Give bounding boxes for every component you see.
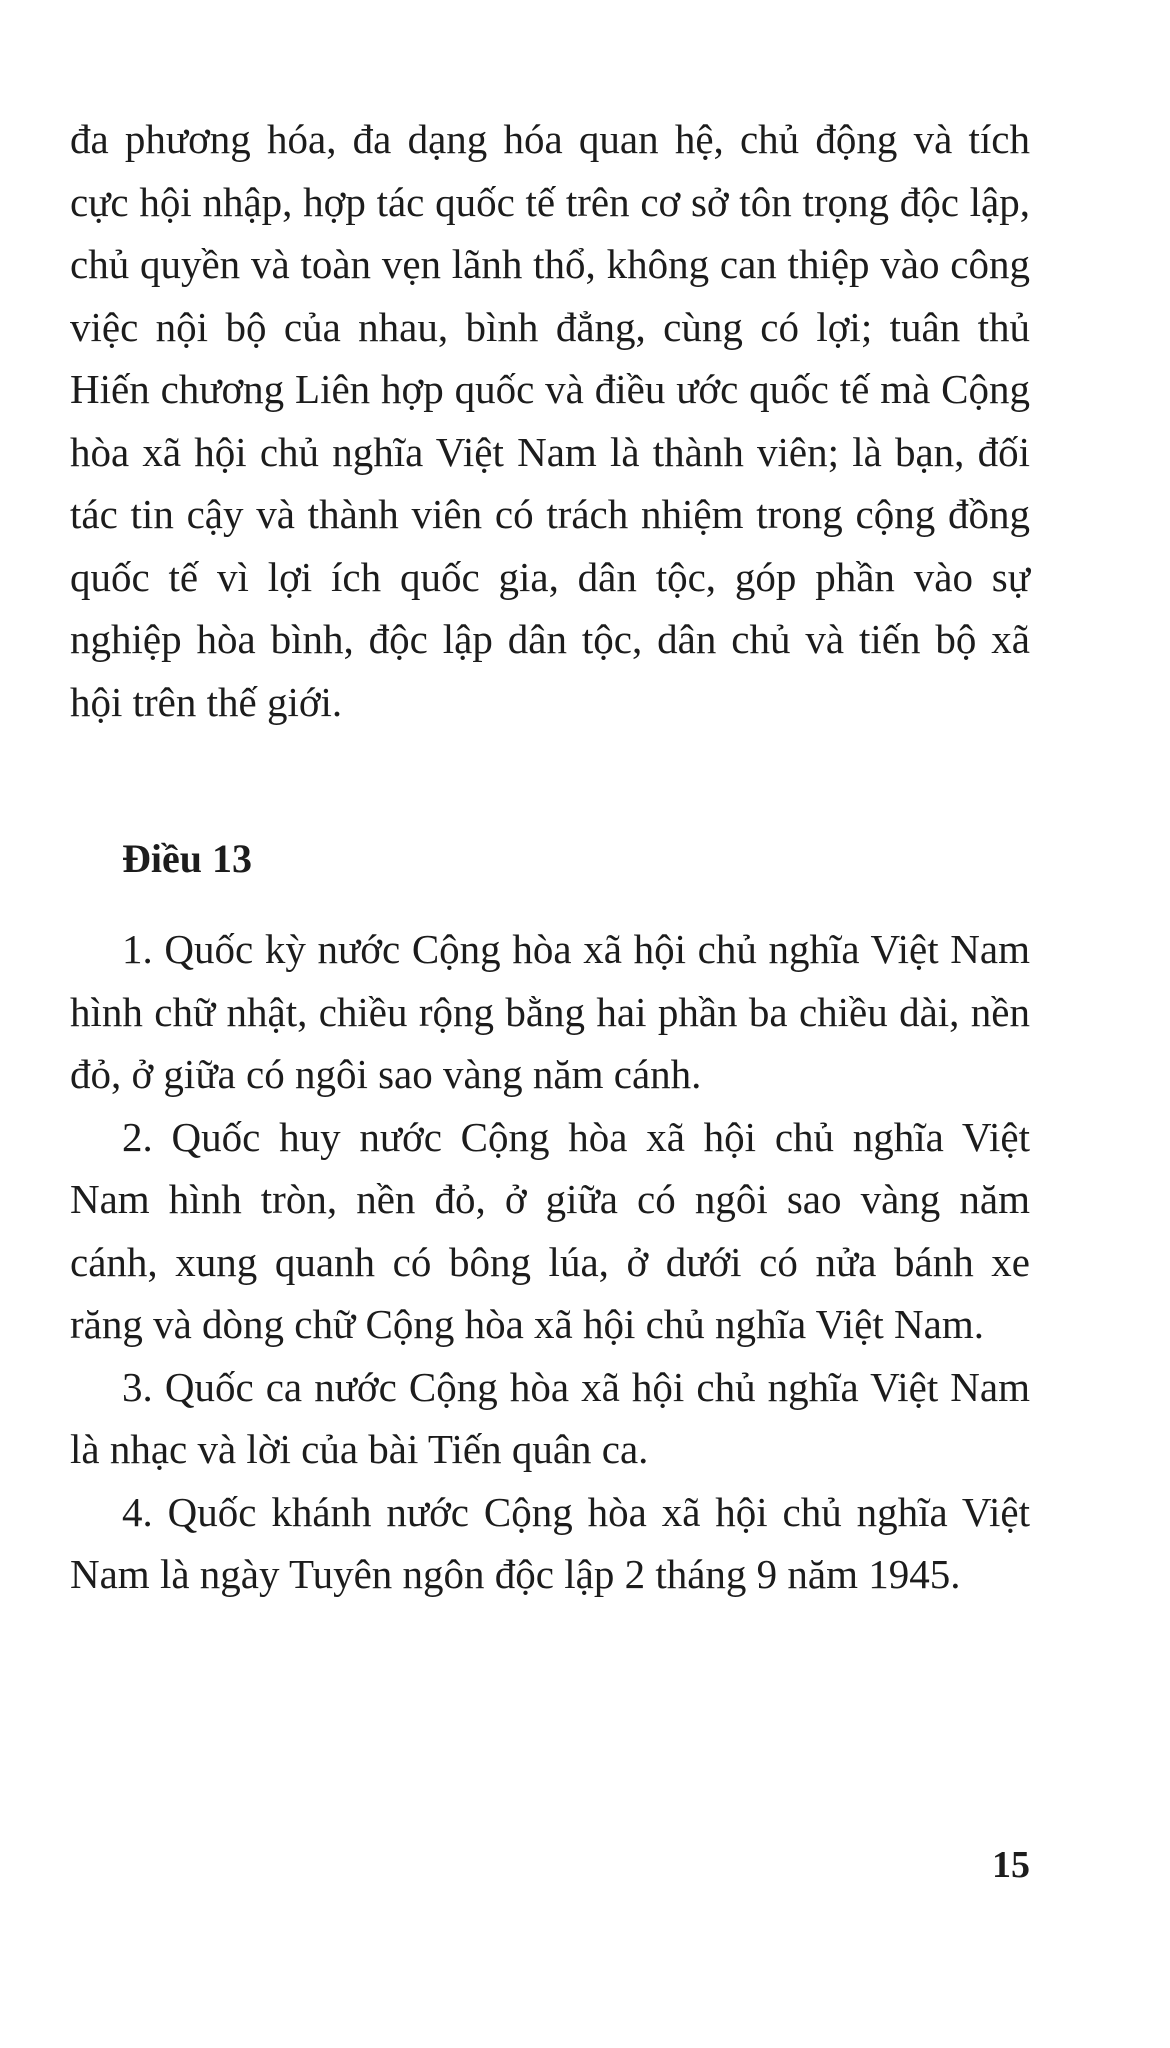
opening-section xyxy=(70,108,1030,733)
clause-2: 2. Quốc huy nước Cộng hòa xã hội chủ nghĩa Việt Nam hình tròn, nền đỏ, ở giữa có ngôi sao vàng năm cánh, xung quanh có bông lúa, ở dưới có nửa bánh xe răng và dòng chữ Cộng hòa xã hội chủ nghĩa Việt Nam. xyxy=(70,1113,1030,1347)
clause-3: 3. Quốc ca nước Cộng hòa xã hội chủ nghĩa Việt Nam là nhạc và lời của bài Tiến quân ca. xyxy=(70,1363,1030,1472)
opening-paragraph: đa phương hóa, đa dạng hóa quan hệ, chủ động và tích cực hội nhập, hợp tác quốc tế trên cơ sở tôn trọng độc lập, chủ quyền và toàn vẹn lãnh thổ, không can thiệp vào công việc nội bộ của nhau, bình đẳng, cùng có lợi; tuân thủ Hiến chương Liên hợp quốc và điều ước quốc tế mà Cộng hòa xã hội chủ nghĩa Việt Nam là thành viên; là bạn, đối tác tin cậy và thành viên có trách nhiệm trong cộng đồng quốc tế vì lợi ích quốc gia, dân tộc, góp phần vào sự nghiệp hòa bình, độc lập dân tộc, dân chủ và tiến bộ xã hội trên thế giới. xyxy=(70,116,1030,725)
article-clauses xyxy=(70,918,1030,1606)
page-number: 15 xyxy=(992,1844,1030,1886)
clause-4: 4. Quốc khánh nước Cộng hòa xã hội chủ nghĩa Việt Nam là ngày Tuyên ngôn độc lập 2 tháng 9 năm 1945. xyxy=(70,1488,1030,1597)
clause-1: 1. Quốc kỳ nước Cộng hòa xã hội chủ nghĩa Việt Nam hình chữ nhật, chiều rộng bằng hai phần ba chiều dài, nền đỏ, ở giữa có ngôi sao vàng năm cánh. xyxy=(70,926,1030,1097)
article-heading: Điều 13 xyxy=(122,836,252,881)
